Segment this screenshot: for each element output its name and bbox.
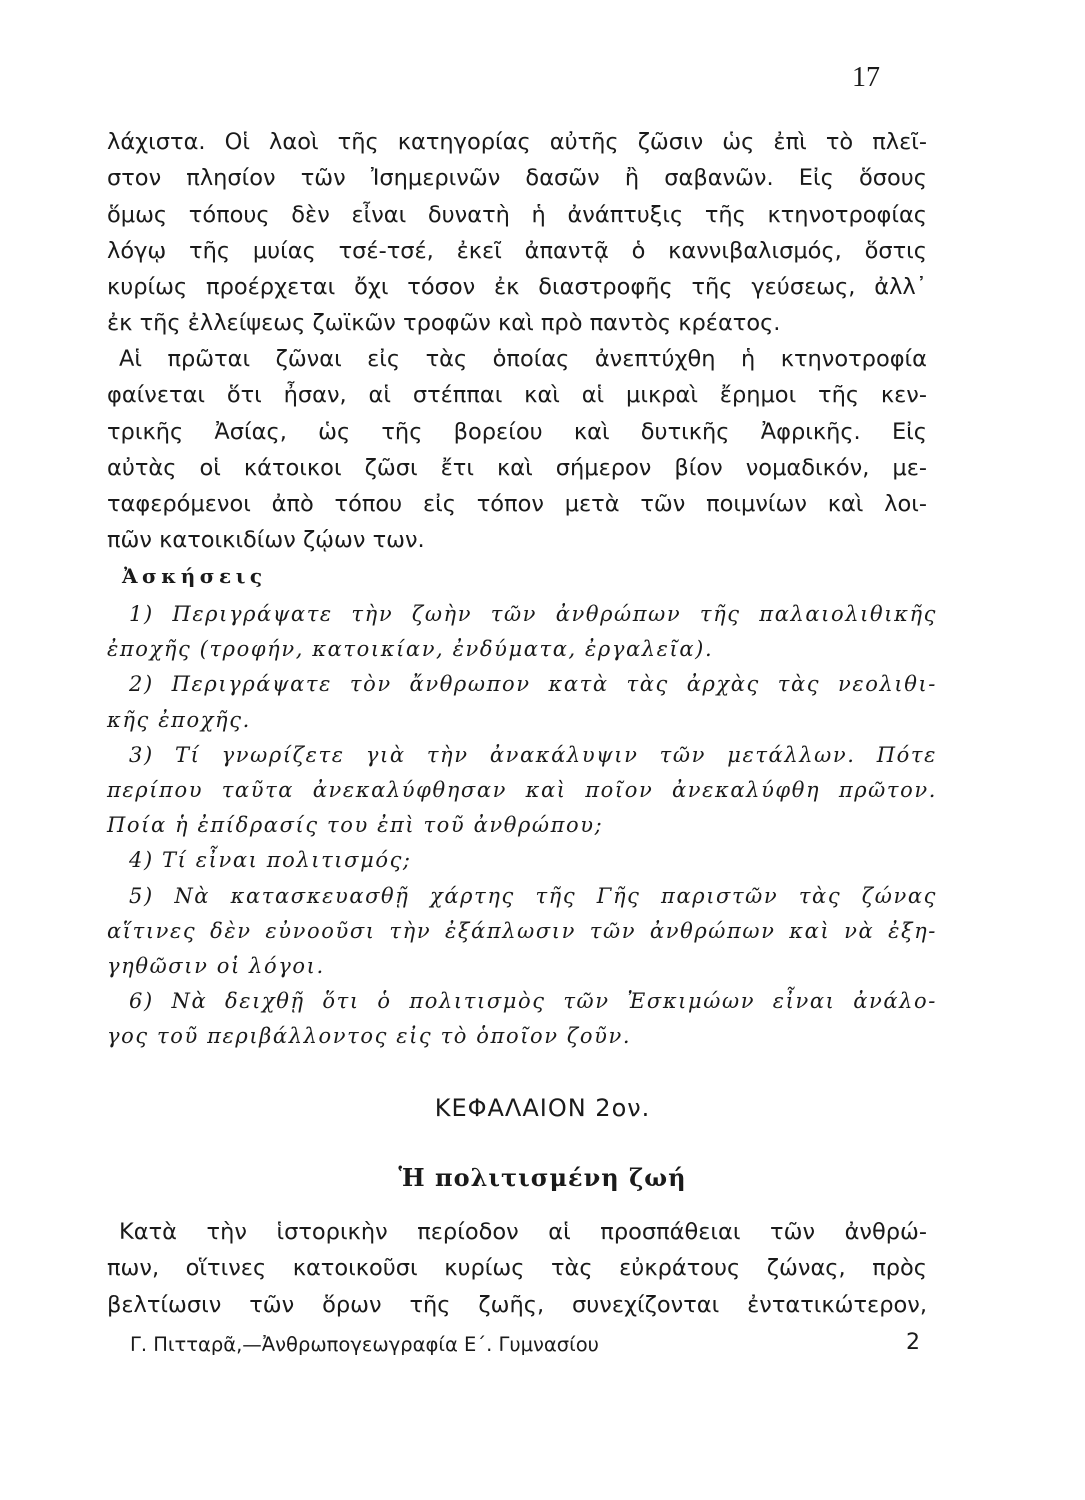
exercise-line: 2) Περιγράψατε τὸν ἄνθρωπον κατὰ τὰς ἀρχὰς τὰς νεολιθι-: [129, 672, 937, 697]
text-line: ταφερόμενοι ἀπὸ τόπου εἰς τόπον μετὰ τῶν ποιμνίων καὶ λοι-: [107, 491, 927, 518]
footer-sheet-number: 2: [906, 1330, 920, 1355]
exercise-line: γος τοῦ περιβάλλοντος εἰς τὸ ὁποῖον ζοῦν.: [107, 1024, 632, 1049]
paragraph-2: [107, 341, 927, 559]
exercise-line: 3) Τί γνωρίζετε γιὰ τὴν ἀνακάλυψιν τῶν μετάλλων. Πότε: [129, 742, 937, 767]
text-line: ἐκ τῆς ἐλλείψεως ζωϊκῶν τροφῶν καὶ πρὸ παντὸς κρέατος.: [107, 310, 781, 337]
exercise-line: 6) Νὰ δειχθῇ ὅτι ὁ πολιτισμὸς τῶν Ἐσκιμώων εἶναι ἀνάλο-: [129, 989, 937, 1014]
exercise-line: 4) Τί εἶναι πολιτισμός;: [129, 848, 412, 873]
exercises-heading: Ἀσκήσεις: [122, 564, 267, 588]
exercise-line: 5) Νὰ κατασκευασθῇ χάρτης τῆς Γῆς παριστῶν τὰς ζώνας: [129, 883, 937, 908]
text-line: τρικῆς Ἀσίας, ὡς τῆς βορείου καὶ δυτικῆς Ἀφρικῆς. Εἰς: [107, 418, 927, 445]
paragraph-3: [107, 1214, 927, 1323]
text-line: ὅμως τόπους δὲν εἶναι δυνατὴ ἡ ἀνάπτυξις τῆς κτηνοτροφίας: [107, 201, 927, 228]
exercise-line: αἵτινες δὲν εὐνοοῦσι τὴν ἐξάπλωσιν τῶν ἀνθρώπων καὶ νὰ ἐξη-: [107, 918, 937, 943]
exercise-line: 1) Περιγράψατε τὴν ζωὴν τῶν ἀνθρώπων τῆς παλαιολιθικῆς: [129, 602, 937, 626]
text-line: βελτίωσιν τῶν ὅρων τῆς ζωῆς, συνεχίζονται ἐντατικώτερον,: [107, 1291, 927, 1318]
text-line: κυρίως προέρχεται ὄχι τόσον ἐκ διαστροφῆς τῆς γεύσεως, ἀλλ᾽: [107, 274, 927, 301]
exercises-list: [107, 597, 937, 1054]
exercise-line: περίπου ταῦτα ἀνεκαλύφθησαν καὶ ποῖον ἀνεκαλύφθη πρῶτον.: [107, 777, 937, 802]
text-line: αὐτὰς οἱ κάτοικοι ζῶσι ἔτι καὶ σήμερον βίον νομαδικόν, με-: [107, 454, 927, 481]
text-line: φαίνεται ὅτι ἦσαν, αἱ στέππαι καὶ αἱ μικραὶ ἔρημοι τῆς κεν-: [107, 382, 927, 409]
chapter-title: ΚΕΦΑΛΑΙΟΝ 2ον.: [434, 1094, 651, 1122]
text-line: πῶν κατοικιδίων ζῴων των.: [107, 527, 425, 554]
text-line: πων, οἵτινες κατοικοῦσι κυρίως τὰς εὐκράτους ζώνας, πρὸς: [107, 1255, 927, 1282]
section-title: Ἡ πολιτισμένη ζωή: [398, 1163, 687, 1192]
footer-citation: Γ. Πιτταρᾶ,—Ἀνθρωπογεωγραφία Ε΄. Γυμνασίου: [130, 1333, 599, 1356]
page-number: 17: [852, 62, 880, 93]
exercise-line: Ποία ἡ ἐπίδρασίς του ἐπὶ τοῦ ἀνθρώπου;: [107, 813, 604, 838]
exercise-line: κῆς ἐποχῆς.: [107, 707, 251, 732]
exercise-line: ἐποχῆς (τροφήν, κατοικίαν, ἐνδύματα, ἐργαλεῖα).: [107, 637, 714, 662]
exercise-line: γηθῶσιν οἱ λόγοι.: [107, 953, 325, 978]
text-line: λάχιστα. Οἱ λαοὶ τῆς κατηγορίας αὐτῆς ζῶσιν ὡς ἐπὶ τὸ πλεῖ-: [107, 129, 927, 155]
text-line: Κατὰ τὴν ἱστορικὴν περίοδον αἱ προσπάθειαι τῶν ἀνθρώ-: [119, 1219, 927, 1245]
text-line: στον πλησίον τῶν Ἰσημερινῶν δασῶν ἢ σαβανῶν. Εἰς ὅσους: [107, 165, 927, 192]
text-line: Αἱ πρῶται ζῶναι εἰς τὰς ὁποίας ἀνεπτύχθη ἡ κτηνοτροφία: [119, 346, 927, 372]
paragraph-1: [107, 124, 927, 342]
text-line: λόγῳ τῆς μυίας τσέ-τσέ, ἐκεῖ ἀπαντᾷ ὁ καννιβαλισμός, ὅστις: [107, 237, 927, 264]
